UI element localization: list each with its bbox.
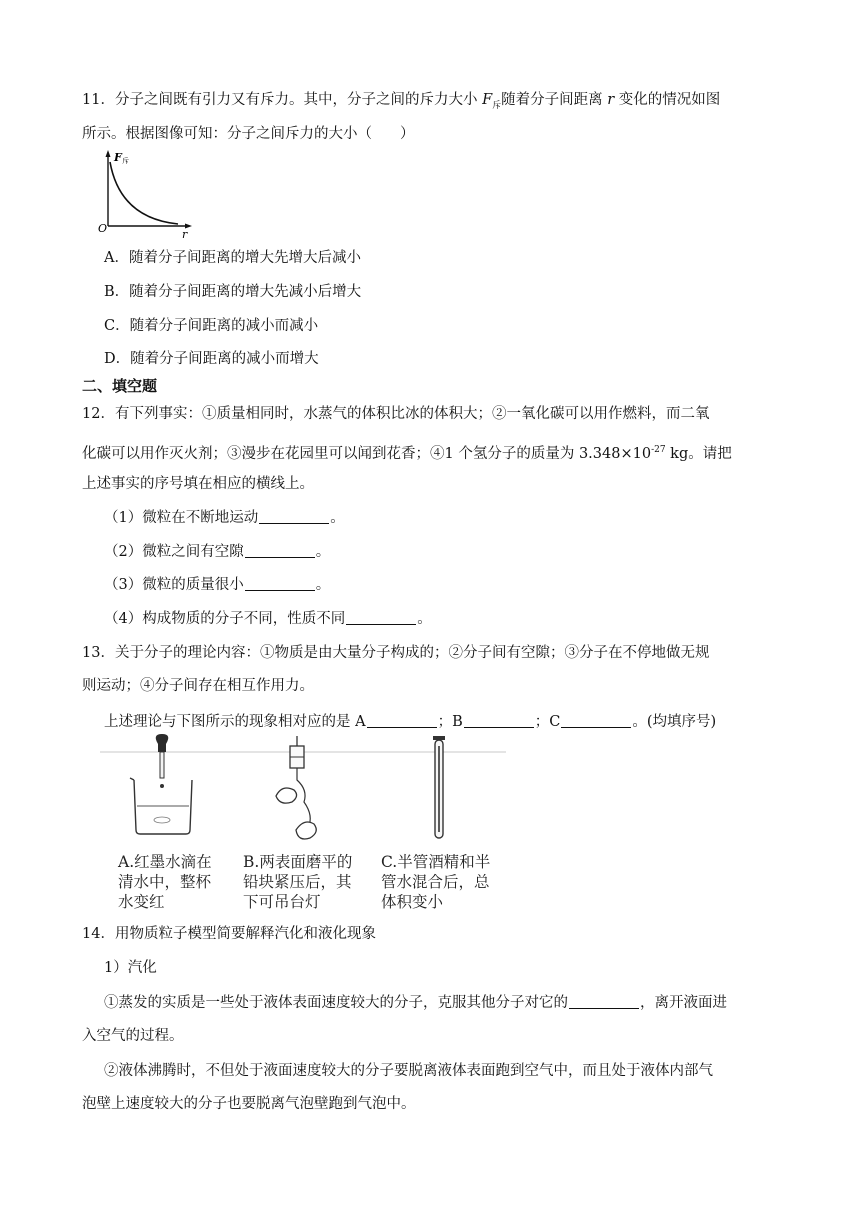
q13-line-1: 13．关于分子的理论内容：①物质是由大量分子构成的；②分子间有空隙；③分子在不停地做无规 xyxy=(82,645,710,661)
mixing-tube-illustration xyxy=(433,736,445,838)
q12-item-4: （4）构成物质的分子不同，性质不同 。 xyxy=(104,611,432,627)
q12-line-3: 上述事实的序号填在相应的横线上。 xyxy=(82,476,314,492)
answer-blank[interactable] xyxy=(245,543,315,558)
q11-option-d: D．随着分子间距离的减小而增大 xyxy=(104,351,319,367)
answer-blank-b[interactable] xyxy=(464,713,534,728)
q11-line-1: 11．分子之间既有引力又有斥力。其中，分子之间的斥力大小 $F_斥$随着分子间距离 r 变化的情况如图 xyxy=(82,92,721,111)
graph-x-label: r xyxy=(182,228,188,241)
q13-line-3: 上述理论与下图所示的现象相对应的是 A ；B ；C 。(均填序号) xyxy=(104,714,717,730)
q12-line-2: 化碳可以用作灭火剂；③漫步在花园里可以闻到花香；④1 个氢分子的质量为 $3.348\times 10^{-27}$ kg。请把 xyxy=(82,445,732,462)
answer-blank[interactable] xyxy=(245,576,315,591)
graph-origin-label: O xyxy=(98,222,108,235)
section-heading: 二、填空题 xyxy=(82,377,158,395)
answer-blank-a[interactable] xyxy=(367,713,437,728)
answer-blank[interactable] xyxy=(346,610,416,625)
graph-y-subscript: 斥 xyxy=(122,157,129,165)
q12-item-3: （3）微粒的质量很小 。 xyxy=(104,577,331,593)
answer-blank-c[interactable] xyxy=(561,713,631,728)
q12-item-2: （2）微粒之间有空隙 。 xyxy=(104,544,331,560)
q14-p2-line-1: ②液体沸腾时，不但处于液面速度较大的分子要脱离液体表面跑到空气中，而且处于液体内部气 xyxy=(104,1063,713,1079)
beaker-dropper-illustration xyxy=(130,734,192,834)
answer-blank[interactable] xyxy=(569,994,639,1009)
q14-p1-line-2: 入空气的过程。 xyxy=(82,1028,184,1044)
q13-line-2: 则运动；④分子间存在相互作用力。 xyxy=(82,678,314,694)
lead-blocks-lamp-illustration xyxy=(276,736,316,839)
repulsion-force-graph xyxy=(98,148,198,241)
q14-line-1: 14．用物质粒子模型简要解释汽化和液化现象 xyxy=(82,926,376,942)
q11-option-a: A．随着分子间距离的增大先增大后减小 xyxy=(104,250,361,266)
answer-blank[interactable] xyxy=(259,509,329,524)
q11-option-c: C．随着分子间距离的减小而减小 xyxy=(104,318,319,334)
q12-line-1: 12．有下列事实：①质量相同时，水蒸气的体积比冰的体积大；②一氧化碳可以用作燃料，而二氧 xyxy=(82,406,710,422)
q14-p1-line-1: ①蒸发的实质是一些处于液体表面速度较大的分子，克服其他分子对它的 ，离开液面进 xyxy=(104,995,727,1011)
graph-y-label: F xyxy=(114,151,122,164)
q11-line-2: 所示。根据图像可知：分子之间斥力的大小（ ） xyxy=(82,126,415,142)
q11-option-b: B．随着分子间距离的增大先减小后增大 xyxy=(104,284,362,300)
q12-item-1: （1）微粒在不断地运动 。 xyxy=(104,510,345,526)
q14-subheading: 1）汽化 xyxy=(104,960,157,976)
q14-p2-line-2: 泡壁上速度较大的分子也要脱离气泡壁跑到气泡中。 xyxy=(82,1096,416,1112)
